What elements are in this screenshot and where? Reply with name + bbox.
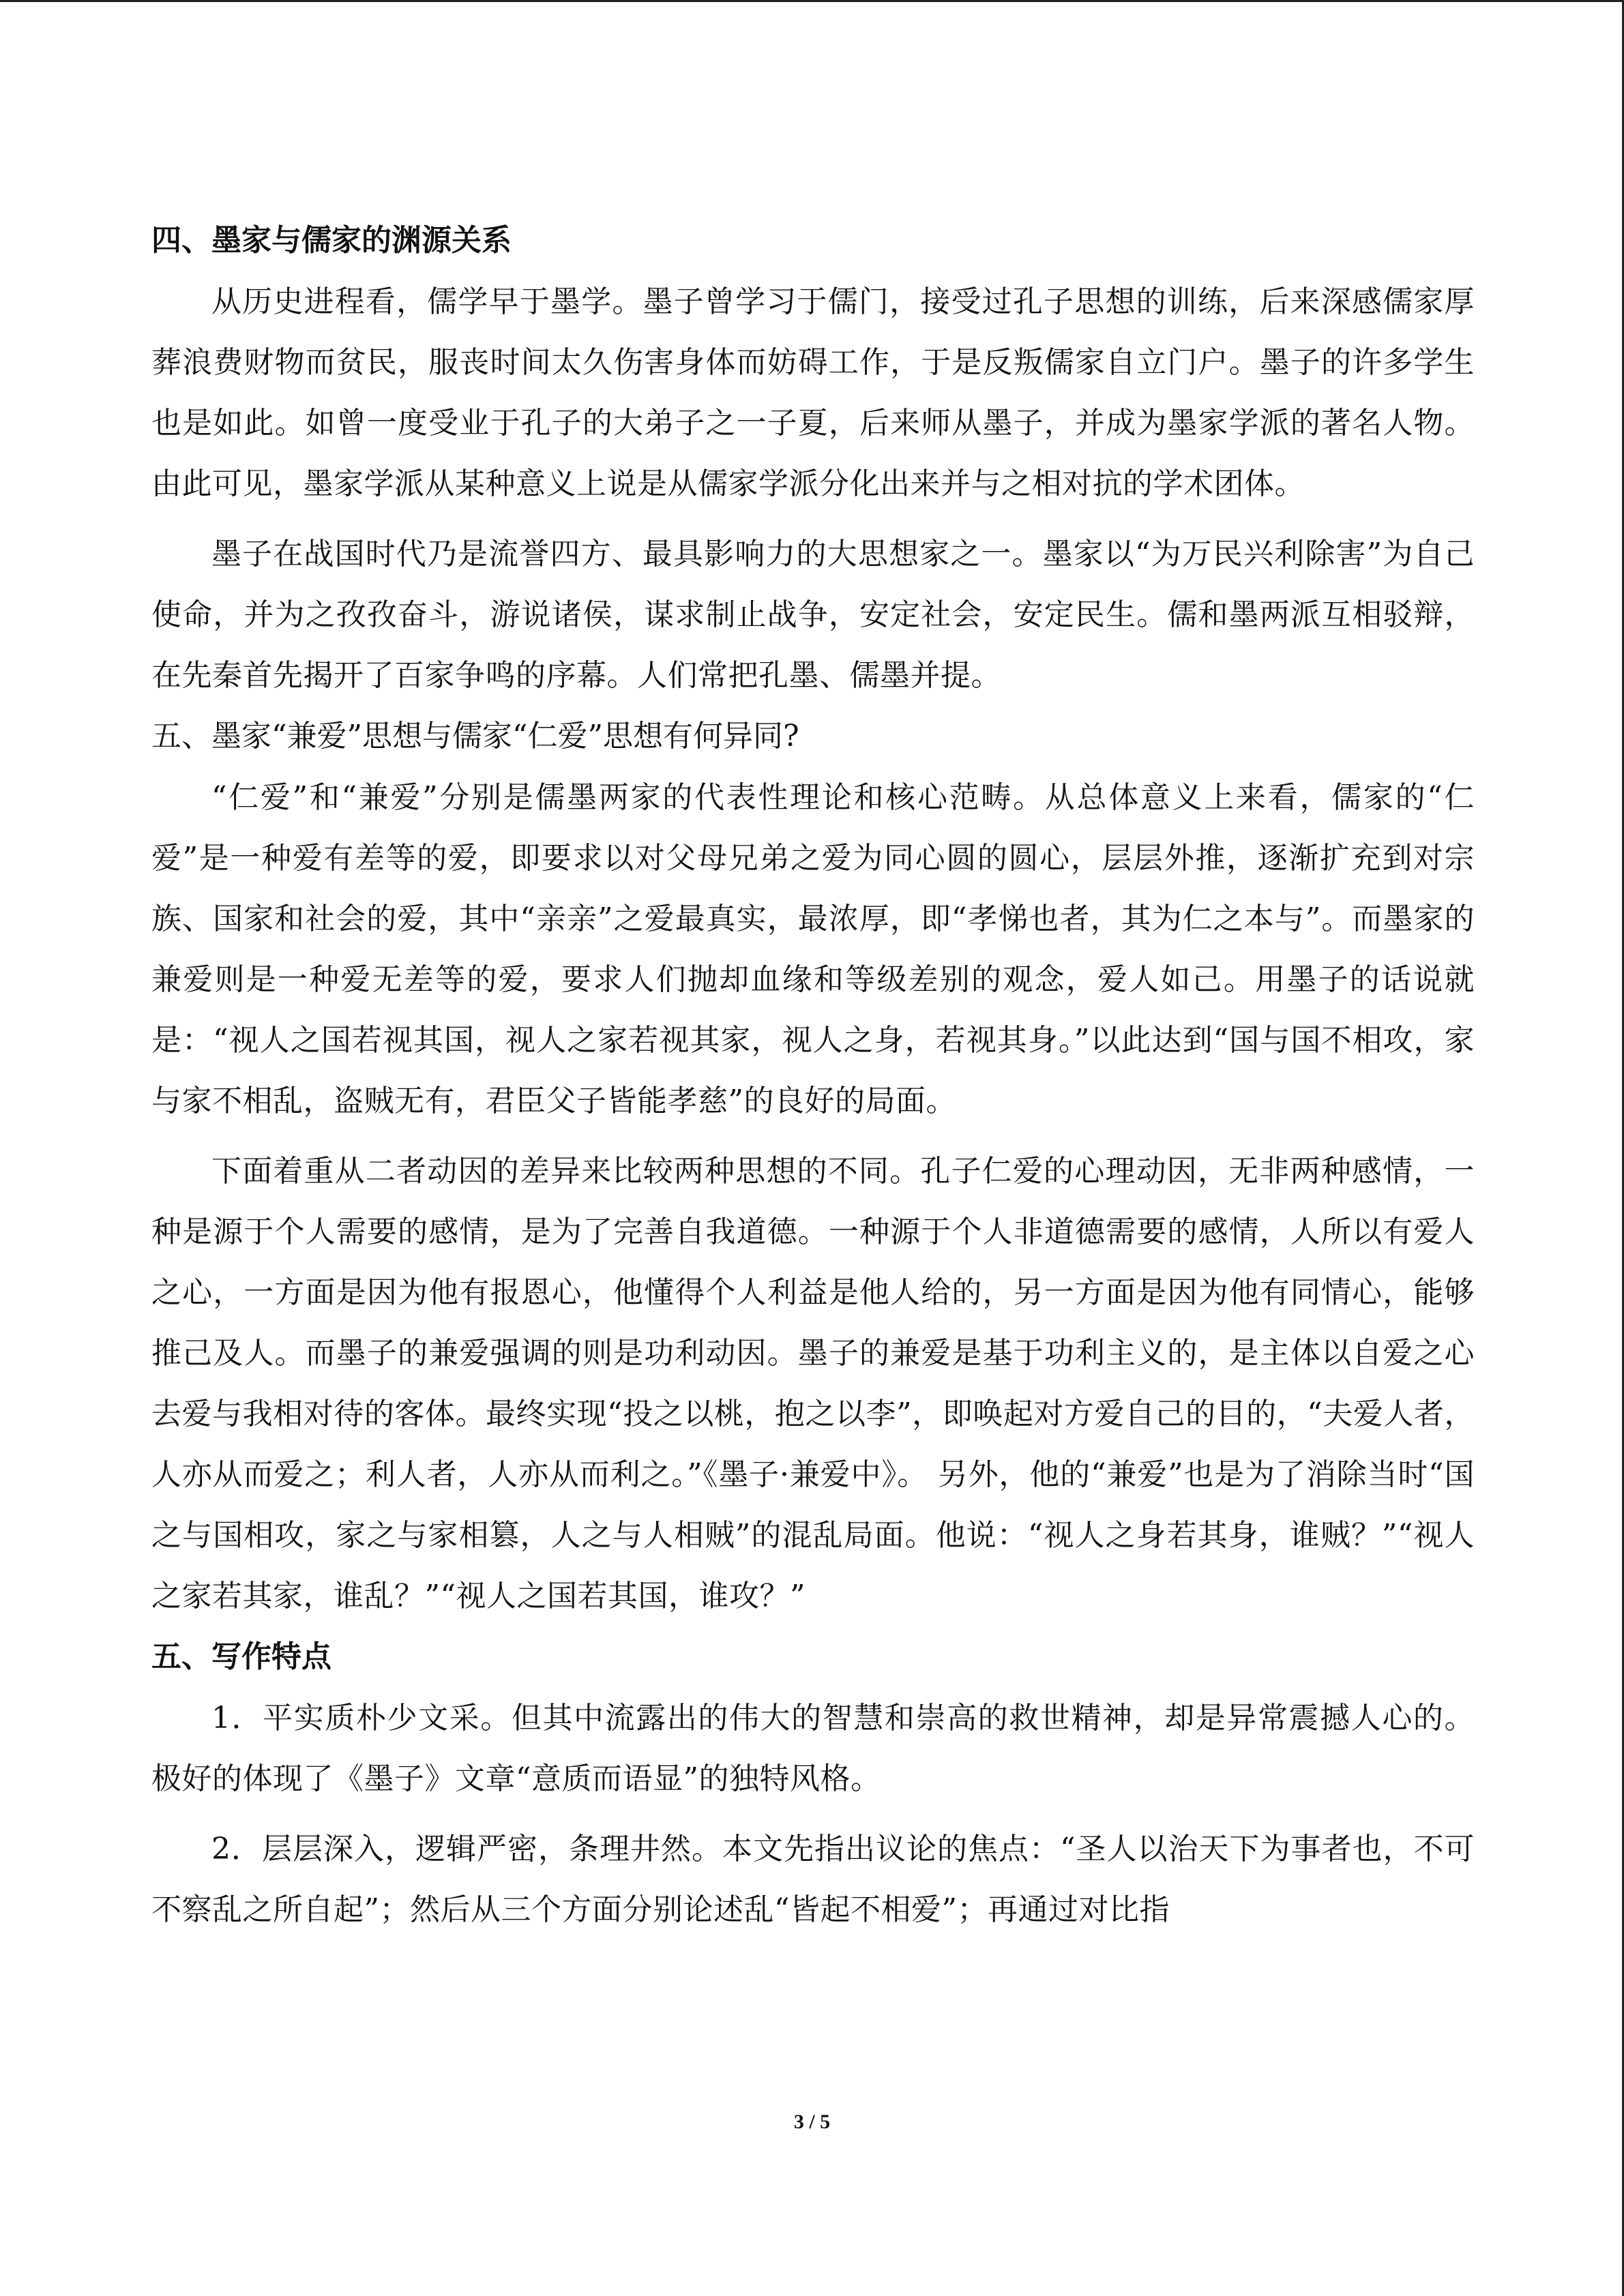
paragraph: 墨子在战国时代乃是流誉四方、最具影响力的大思想家之一。墨家以“为万民兴利除害”为自己使命，并为之孜孜奋斗，游说诸侯，谋求制止战争，安定社会，安定民生。儒和墨两派互相驳辩，在先秦首先揭开了百家争鸣的序幕。人们常把孔墨、儒墨并提。 — [151, 537, 1475, 693]
paragraph: “仁爱”和“兼爱”分别是儒墨两家的代表性理论和核心范畴。从总体意义上来看，儒家的“仁爱”是一种爱有差等的爱，即要求以对父母兄弟之爱为同心圆的圆心，层层外推，逐渐扩充到对宗族、国家和社会的爱，其中“亲亲”之爱最真实，最浓厚，即“孝悌也者，其为仁之本与”。而墨家的兼爱则是一种爱无差等的爱，要求人们抛却血缘和等级差别的观念，爱人如己。用墨子的话说就是：“视人之国若视其国，视人之家若视其家，视人之身，若视其身。”以此达到“国与国不相攻，家与家不相乱，盗贼无有，君臣父子皆能孝慈”的良好的局面。 — [151, 780, 1475, 1118]
paragraph: 2．层层深入，逻辑严密，条理井然。本文先指出议论的焦点：“圣人以治天下为事者也，不可不察乱之所自起”；然后从三个方面分别论述乱“皆起不相爱”；再通过对比指 — [151, 1832, 1475, 1927]
paragraph: 下面着重从二者动因的差异来比较两种思想的不同。孔子仁爱的心理动因，无非两种感情，一种是源于个人需要的感情，是为了完善自我道德。一种源于个人非道德需要的感情，人所以有爱人之心，一方面是因为他有报恩心，他懂得个人利益是他人给的，另一方面是因为他有同情心，能够推己及人。而墨子的兼爱强调的则是功利动因。墨子的兼爱是基于功利主义的，是主体以自爱之心去爱与我相对待的客体。最终实现“投之以桃，抱之以李”，即唤起对方爱自己的目的，“夫爱人者，人亦从而爱之；利人者，人亦从而利之。”《墨子·兼爱中》。 另外，他的“兼爱”也是为了消除当时“国之与国相攻，家之与家相篡，人之与人相贼”的混乱局面。他说：“视人之身若其身，谁贼？”“视人之家若其家，谁乱？”“视人之国若其国，谁攻？” — [151, 1154, 1475, 1613]
page-number: 3 / 5 — [793, 2111, 831, 2133]
document-body — [151, 210, 1475, 1940]
section-heading-writing-features: 五、写作特点 — [151, 1639, 331, 1674]
section-heading-comparison: 五、墨家“兼爱”思想与儒家“仁爱”思想有何异同? — [151, 719, 799, 754]
section-heading-origins: 四、墨家与儒家的渊源关系 — [151, 223, 512, 258]
paragraph: 1．平实质朴少文采。但其中流露出的伟大的智慧和崇高的救世精神，却是异常震撼人心的。极好的体现了《墨子》文章“意质而语显”的独特风格。 — [151, 1701, 1475, 1796]
paragraph: 从历史进程看，儒学早于墨学。墨子曾学习于儒门，接受过孔子思想的训练，后来深感儒家厚葬浪费财物而贫民，服丧时间太久伤害身体而妨碍工作，于是反叛儒家自立门户。墨子的许多学生也是如此。如曾一度受业于孔子的大弟子之一子夏，后来师从墨子，并成为墨家学派的著名人物。由此可见，墨家学派从某种意义上说是从儒家学派分化出来并与之相对抗的学术团体。 — [151, 284, 1475, 501]
